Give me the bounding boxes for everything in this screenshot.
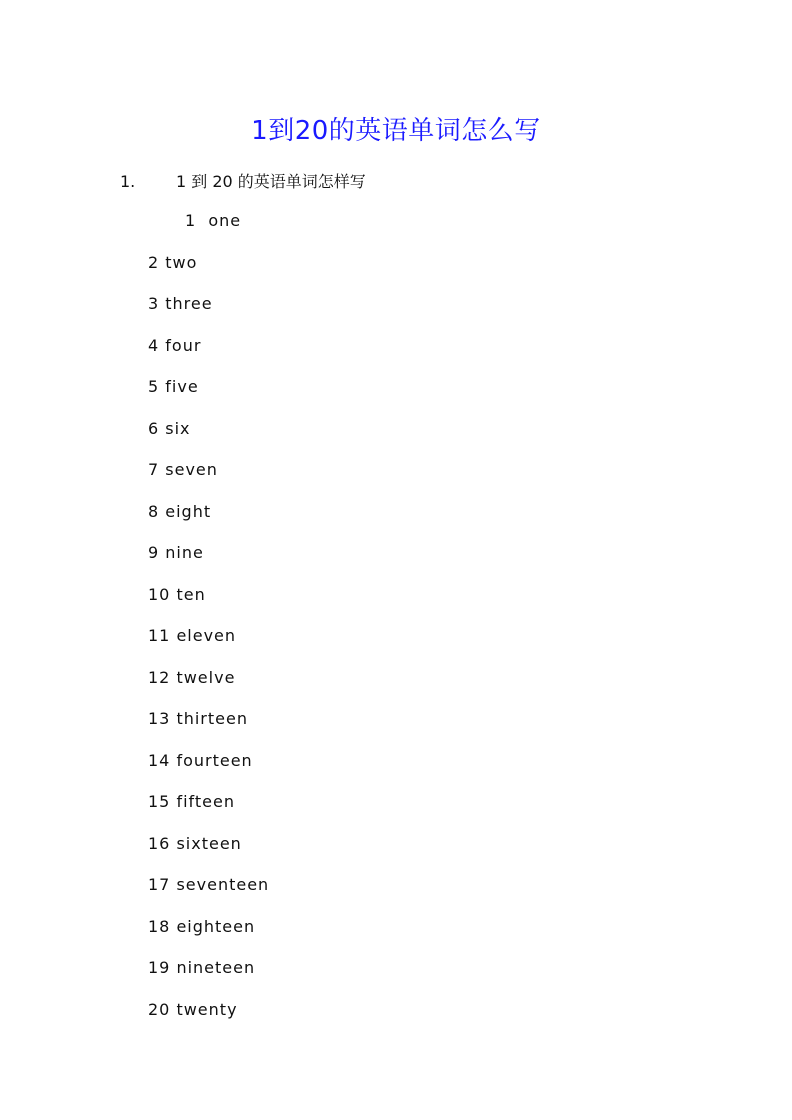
list-item: 16 sixteen (148, 833, 242, 853)
list-item: 6 six (148, 418, 191, 438)
list-item: 4 four (148, 335, 202, 355)
list-item: 8 eight (148, 501, 212, 521)
list-item: 2 two (148, 252, 198, 272)
list-item: 15 fifteen (148, 792, 235, 811)
list-item: 3 three (148, 294, 213, 313)
list-item: 18 eighteen (148, 916, 256, 936)
list-item: 13 thirteen (148, 709, 248, 728)
list-item: 10 ten (148, 584, 206, 604)
list-item: 12 twelve (148, 667, 236, 687)
section-number: 1. (120, 172, 136, 191)
list-item: 5 five (148, 377, 199, 396)
list-item: 1 one (185, 211, 242, 230)
list-item: 9 nine (148, 543, 204, 562)
list-item: 17 seventeen (148, 875, 270, 894)
section-heading (120, 169, 366, 192)
list-item: 11 eleven (148, 626, 237, 645)
section-heading-text: 1 到 20 的英语单词怎样写 (176, 172, 366, 191)
list-item: 14 fourteen (148, 750, 253, 770)
document-title: 1到20的英语单词怎么写 (251, 116, 541, 146)
list-item: 7 seven (148, 460, 218, 479)
list-item: 19 nineteen (148, 958, 256, 977)
list-item: 20 twenty (148, 999, 238, 1019)
